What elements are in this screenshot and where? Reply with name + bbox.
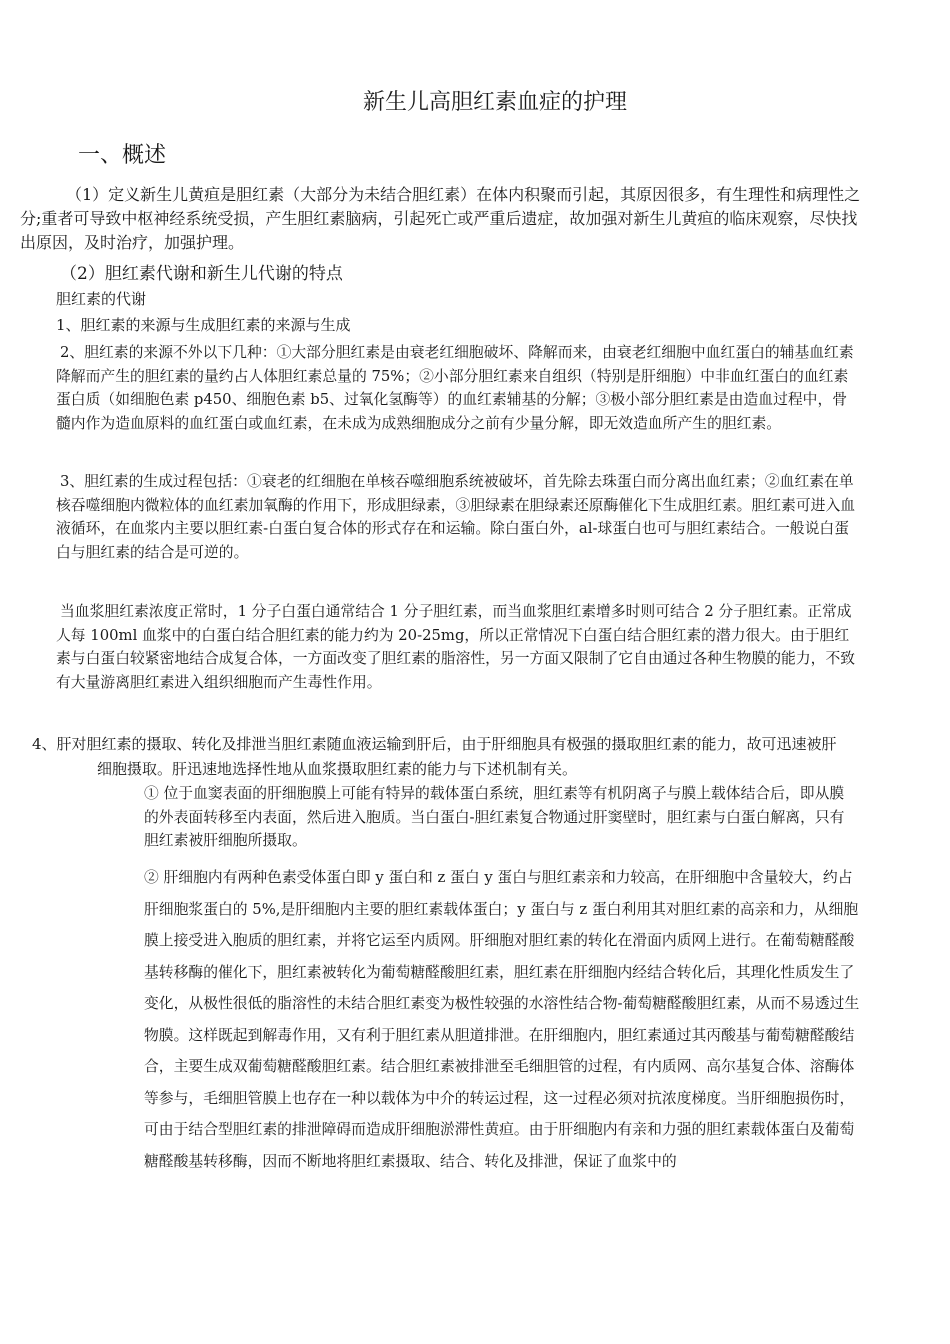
point-2: ② 肝细胞内有两种色素受体蛋白即 y 蛋白和 z 蛋白 y 蛋白与胆红素亲和力较高，在肝细胞中含量较大，约占肝细胞浆蛋白的 5%,是肝细胞内主要的胆红素载体蛋白；y 蛋白与 z 蛋白利用其对胆红素的高亲和力，从细胞膜上接受进入胞质的胆红素，并将它运至内质网。肝细胞对胆红素的转化在滑面内质网上进行。在葡萄糖醛酸基转移酶的催化下，胆红素被转化为葡萄糖醛酸胆红素，胆红素在肝细胞内经结合转化后，其理化性质发生了变化，从极性很低的脂溶性的未结合胆红素变为极性较强的水溶性结合物-葡萄糖醛酸胆红素，从而不易透过生物膜。这样既起到解毒作用，又有利于胆红素从胆道排泄。在肝细胞内，胆红素通过其丙酸基与葡萄糖醛酸结合，主要生成双葡萄糖醛酸胆红素。结合胆红素被排泄至毛细胆管的过程，有内质网、高尔基复合体、溶酶体等参与，毛细胆管膜上也存在一种以载体为中介的转运过程，这一过程必须对抗浓度梯度。当肝细胞损伤时，可由于结合型胆红素的排泄障碍而造成肝细胞淤滞性黄疸。由于肝细胞内有亲和力强的胆红素载体蛋白及葡萄糖醛酸基转移酶，因而不断地将胆红素摄取、结合、转化及排泄，保证了血浆中的 [144,869,860,1170]
document-title: 新生儿高胆红素血症的护理 [362,90,627,115]
list-item-3: 3、胆红素的生成过程包括：①衰老的红细胞在单核吞噬细胞系统被破坏，首先除去珠蛋白而分离出血红素；②血红素在单核吞噬细胞内微粒体的血红素加氧酶的作用下，形成胆绿素，③胆绿素在胆绿素还原酶催化下生成胆红素。胆红素可进入血液循环，在血浆内主要以胆红素-白蛋白复合体的形式存在和运输。除白蛋白外，al-球蛋白也可与胆红素结合。一般说白蛋白与胆红素的结合是可逆的。 [56,473,856,561]
list-item-2: 2、胆红素的来源不外以下几种：①大部分胆红素是由衰老红细胞破坏、降解而来，由衰老红细胞中血红蛋白的辅基血红素降解而产生的胆红素的量约占人体胆红素总量的 75%；②小部分胆红素来自组织（特别是肝细胞）中非血红蛋白的血红素蛋白质（如细胞色素 p450、细胞色素 b5、过氧化氢酶等）的血红素辅基的分解；③极小部分胆红素是由造血过程中，骨髓内作为造血原料的血红蛋白或血红素，在未成为成熟细胞成分之前有少量分解，即无效造血所产生的胆红素。 [56,344,854,432]
paragraph-definition: （1）定义新生儿黄疸是胆红素（大部分为未结合胆红素）在体内积聚而引起，其原因很多，有生理性和病理性之分;重者可导致中枢神经系统受损，产生胆红素脑病，引起死亡或严重后遗症，故加强对新生儿黄疸的临床观察，尽快找出原因，及时治疗，加强护理。 [20,185,861,252]
section-heading-overview: 一、概述 [78,143,167,168]
point-1: ① 位于血窦表面的肝细胞膜上可能有特异的载体蛋白系统，胆红素等有机阴离子与膜上载体结合后，即从膜的外表面转移至内表面，然后进入胞质。当白蛋白-胆红素复合物通过肝窦壁时，胆红素与白蛋白解离，只有胆红素被肝细胞所摄取。 [144,785,845,849]
subheading-metabolism-features: （2）胆红素代谢和新生儿代谢的特点 [60,264,343,284]
list-item-1: 1、胆红素的来源与生成胆红素的来源与生成 [56,316,351,334]
list-item-4: 4、肝对胆红素的摄取、转化及排泄当胆红素随血液运输到肝后，由于肝细胞具有极强的摄取胆红素的能力，故可迅速被肝细胞摄取。肝迅速地选择性地从血浆摄取胆红素的能力与下述机制有关。 [32,735,837,778]
subheading-bilirubin-metabolism: 胆红素的代谢 [56,290,147,308]
paragraph-plasma: 当血浆胆红素浓度正常时，1 分子白蛋白通常结合 1 分子胆红素，而当血浆胆红素增多时则可结合 2 分子胆红素。正常成人每 100ml 血浆中的白蛋白结合胆红素的能力约为 20-25mg，所以正常情况下白蛋白结合胆红素的潜力很大。由于胆红素与白蛋白较紧密地结合成复合体，一方面改变了胆红素的脂溶性，另一方面又限制了它自由通过各种生物膜的能力，不致有大量游离胆红素进入组织细胞而产生毒性作用。 [56,603,856,691]
